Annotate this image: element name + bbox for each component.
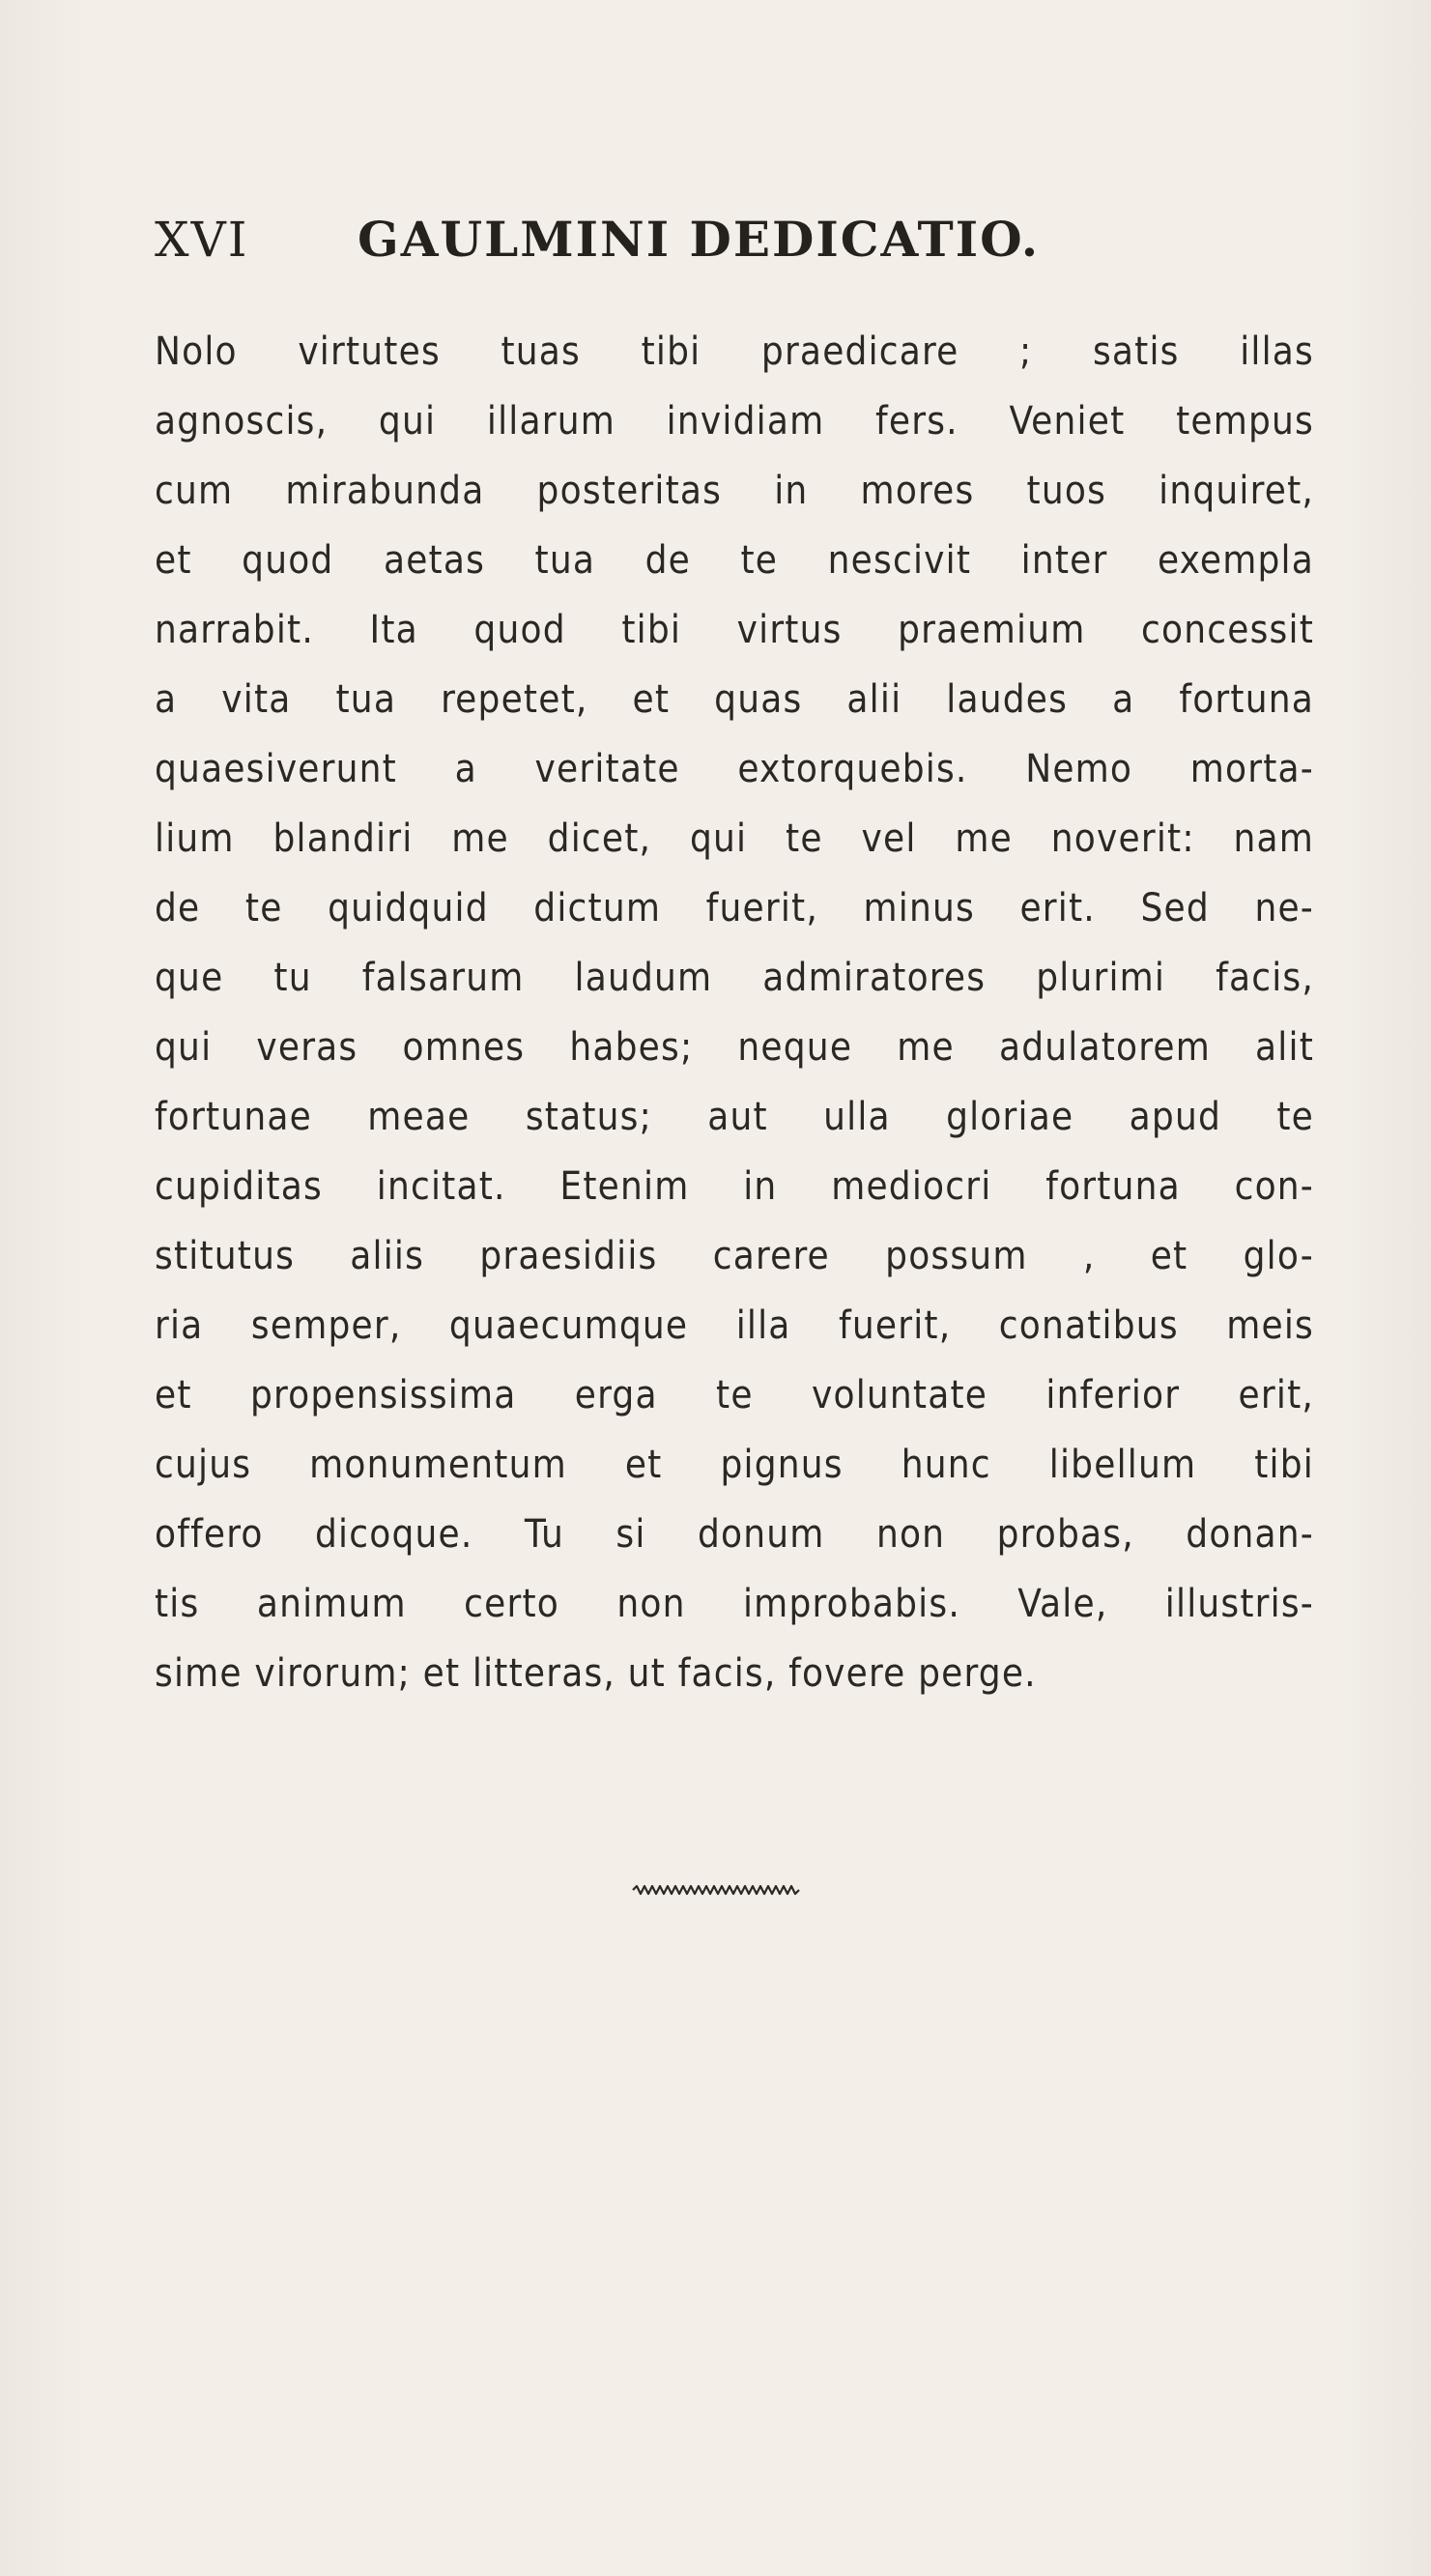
text-line: de te quidquid dictum fuerit, minus erit. Sed ne- (155, 886, 1314, 930)
text-line: que tu falsarum laudum admiratores plurimi facis, (155, 956, 1314, 1000)
text-line-last: sime virorum; et litteras, ut facis, fovere perge. (155, 1651, 1037, 1696)
text-line: agnoscis, qui illarum invidiam fers. Veniet tempus (155, 399, 1314, 444)
text-line: cupiditas incitat. Etenim in mediocri fortuna con- (155, 1164, 1314, 1209)
text-line: a vita tua repetet, et quas alii laudes a fortuna (155, 677, 1314, 722)
page-number: XVI (155, 212, 249, 268)
text-line: Nolo virtutes tuas tibi praedicare ; satis illas (155, 329, 1314, 374)
text-line: cujus monumentum et pignus hunc libellum tibi (155, 1443, 1314, 1487)
text-line: quaesiverunt a veritate extorquebis. Nemo morta- (155, 747, 1314, 791)
text-line: et propensissima erga te voluntate inferior erit, (155, 1373, 1314, 1417)
text-line: cum mirabunda posteritas in mores tuos inquiret, (155, 469, 1314, 513)
dedication-text (155, 317, 1314, 1708)
text-line: qui veras omnes habes; neque me adulatorem alit (155, 1025, 1314, 1070)
text-line: narrabit. Ita quod tibi virtus praemium concessit (155, 608, 1314, 652)
text-line: offero dicoque. Tu si donum non probas, donan- (155, 1512, 1314, 1557)
text-line: ria semper, quaecumque illa fuerit, conatibus meis (155, 1303, 1314, 1348)
page-header (155, 211, 1040, 272)
ornament-rule (0, 1882, 1431, 1901)
text-line: fortunae meae status; aut ulla gloriae apud te (155, 1095, 1314, 1139)
text-line: lium blandiri me dicet, qui te vel me noverit: nam (155, 816, 1314, 861)
text-line: et quod aetas tua de te nescivit inter exempla (155, 538, 1314, 583)
text-line: stitutus aliis praesidiis carere possum , et glo- (155, 1234, 1314, 1278)
running-title: GAULMINI DEDICATIO. (358, 211, 1041, 268)
text-line: tis animum certo non improbabis. Vale, illustris- (155, 1582, 1314, 1626)
wavy-rule-ornament-icon (631, 1883, 801, 1897)
